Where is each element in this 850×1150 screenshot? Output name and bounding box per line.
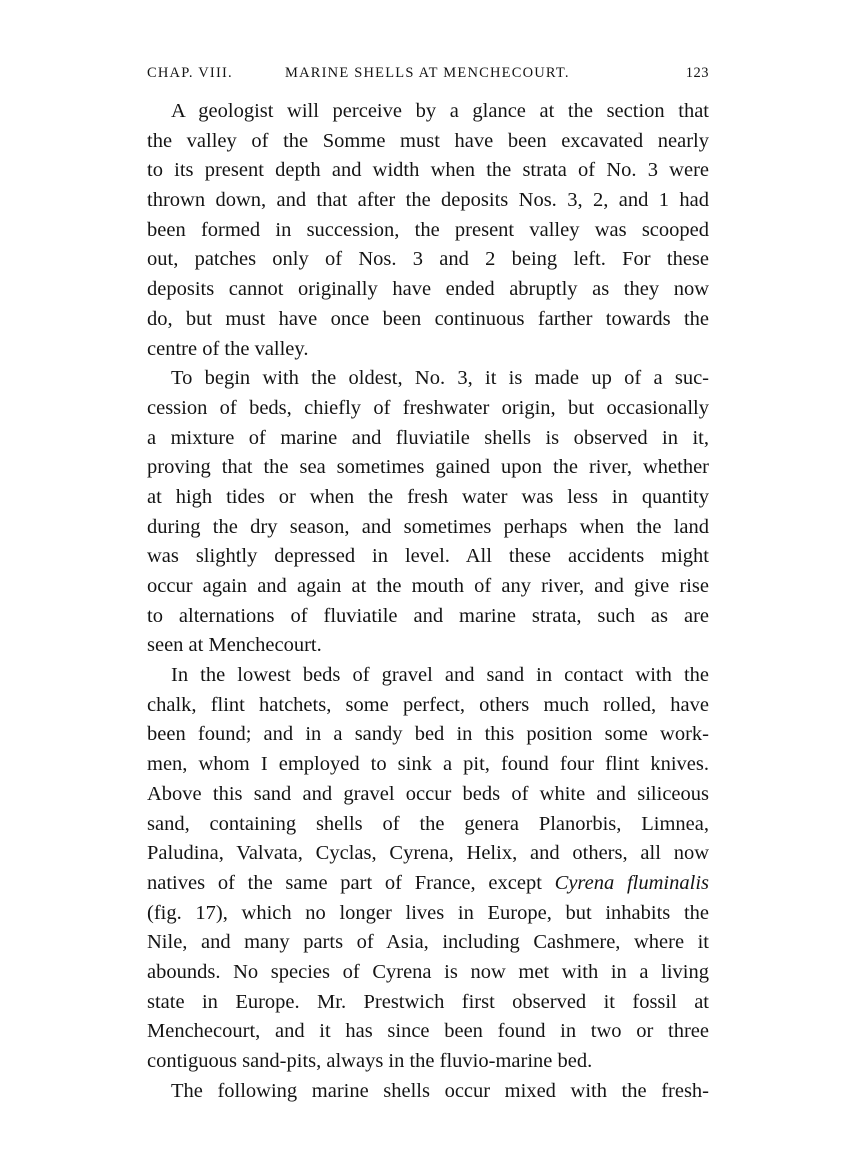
text-line-content: to its present depth and width when the strata of No. 3 were [147, 159, 709, 182]
text-line [147, 186, 709, 216]
text-line [147, 869, 709, 899]
text-line [147, 1017, 709, 1047]
text-line [147, 305, 709, 335]
text-line-content: Paludina, Valvata, Cyclas, Cyrena, Helix, and others, all now [147, 842, 709, 865]
text-line-content: seen at Menchecourt. [147, 634, 322, 657]
text-line [147, 156, 709, 186]
text-line-content: proving that the sea sometimes gained upon the river, whether [147, 456, 709, 479]
text-line-content: centre of the valley. [147, 337, 309, 360]
text-line [147, 750, 709, 780]
text-line [147, 810, 709, 840]
text-line-content: The following marine shells occur mixed with the fresh- [171, 1079, 709, 1102]
text-line-content: To begin with the oldest, No. 3, it is made up of a suc- [171, 367, 709, 390]
text-line-content: out, patches only of Nos. 3 and 2 being left. For these [147, 248, 709, 271]
text-line-content: (fig. 17), which no longer lives in Europe, but inhabits the [147, 901, 709, 924]
text-line-content: thrown down, and that after the deposits Nos. 3, 2, and 1 had [147, 189, 709, 212]
text-line-content: during the dry season, and sometimes perhaps when the land [147, 515, 709, 538]
text-line [147, 513, 709, 543]
text-line-content: cession of beds, chiefly of freshwater origin, but occasionally [147, 396, 709, 419]
text-line-content: Menchecourt, and it has since been found in two or three [147, 1020, 709, 1043]
text-line-content: Nile, and many parts of Asia, including Cashmere, where it [147, 931, 709, 954]
body-text [147, 97, 709, 1106]
text-line-content: at high tides or when the fresh water was less in quantity [147, 485, 709, 508]
text-line [147, 245, 709, 275]
chapter-label: CHAP. VIII. [147, 65, 233, 81]
running-title: MARINE SHELLS AT MENCHECOURT. [285, 65, 570, 81]
text-line-content: do, but must have once been continuous farther towards the [147, 307, 709, 330]
text-line [147, 424, 709, 454]
text-line [147, 97, 709, 127]
text-line-content: the valley of the Somme must have been excavated nearly [147, 129, 709, 152]
text-line-content: natives of the same part of France, except [147, 871, 542, 894]
text-line [147, 127, 709, 157]
text-line-content: been found; and in a sandy bed in this position some work- [147, 723, 709, 746]
text-line [147, 988, 709, 1018]
text-line-content: a mixture of marine and fluviatile shells is observed in it, [147, 426, 709, 449]
text-line [147, 364, 709, 394]
text-line [147, 899, 709, 929]
text-line [147, 1047, 709, 1077]
text-line [147, 275, 709, 305]
text-line-content: contiguous sand-pits, always in the fluvio-marine bed. [147, 1050, 593, 1072]
text-line [147, 691, 709, 721]
text-line [147, 839, 709, 869]
text-line-content: been formed in succession, the present valley was scooped [147, 218, 709, 241]
text-line [147, 1077, 709, 1107]
text-line [147, 928, 709, 958]
text-line-content: chalk, flint hatchets, some perfect, others much rolled, have [147, 693, 709, 716]
text-line [147, 602, 709, 632]
text-line [147, 572, 709, 602]
text-line-content: Above this sand and gravel occur beds of white and siliceous [147, 782, 709, 805]
text-line [147, 631, 709, 661]
text-line-content: abounds. No species of Cyrena is now met with in a living [147, 960, 709, 983]
text-line-content: to alternations of fluviatile and marine strata, such as are [147, 604, 709, 627]
text-line-content: sand, containing shells of the genera Planorbis, Limnea, [147, 812, 709, 835]
text-line-content: deposits cannot originally have ended abruptly as they now [147, 278, 709, 301]
text-line [147, 453, 709, 483]
text-line-content: was slightly depressed in level. All these accidents might [147, 545, 709, 568]
text-line-content: A geologist will perceive by a glance at the section that [171, 100, 709, 122]
text-line [147, 661, 709, 691]
running-header [147, 62, 709, 84]
text-line-content: occur again and again at the mouth of any river, and give rise [147, 575, 709, 597]
text-line [147, 335, 709, 365]
text-line-content: In the lowest beds of gravel and sand in contact with the [171, 664, 709, 687]
text-line [147, 780, 709, 810]
text-line-content: men, whom I employed to sink a pit, found four flint knives. [147, 753, 709, 776]
text-line [147, 542, 709, 572]
italic-species-name: Cyrena fluminalis [554, 871, 709, 894]
text-line-content: state in Europe. Mr. Prestwich first observed it fossil at [147, 990, 709, 1013]
text-line [147, 216, 709, 246]
text-line [147, 483, 709, 513]
text-line [147, 720, 709, 750]
page-number: 123 [685, 65, 709, 81]
text-line [147, 394, 709, 424]
text-line [147, 958, 709, 988]
